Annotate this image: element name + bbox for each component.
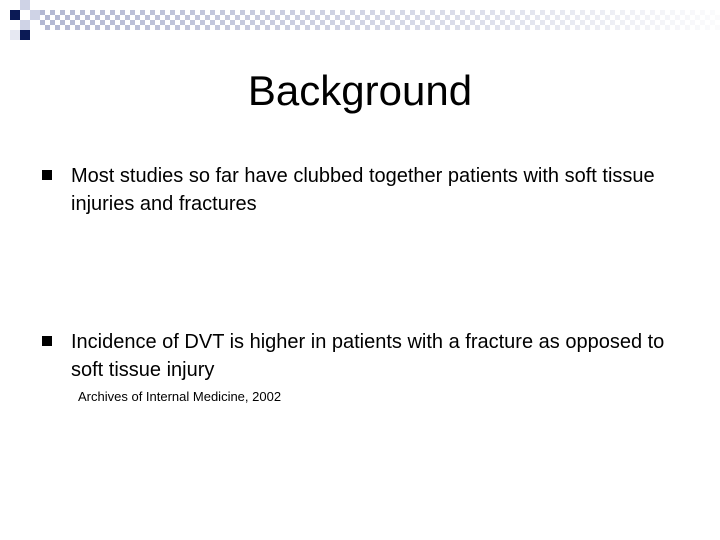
bullet-text-1: Most studies so far have clubbed together patients with soft tissue injuries and fractures bbox=[71, 165, 655, 215]
deco-square-light-2 bbox=[30, 10, 40, 20]
slide-title: Background bbox=[247, 67, 473, 114]
deco-square-light-1 bbox=[20, 0, 30, 10]
citation-text: Archives of Internal Medicine, 2002 bbox=[78, 389, 282, 404]
bullet-text-2: Incidence of DVT is higher in patients with a fracture as opposed to soft tissue injury bbox=[71, 331, 665, 381]
square-bullet-icon bbox=[42, 336, 52, 346]
decorative-header-band bbox=[0, 0, 720, 48]
deco-square-light-4 bbox=[10, 30, 20, 40]
square-bullet-icon bbox=[42, 170, 52, 180]
deco-square-dark-1 bbox=[10, 10, 20, 20]
deco-square-dark-2 bbox=[20, 30, 30, 40]
deco-square-light-3 bbox=[20, 20, 30, 30]
checkered-strip-fade bbox=[40, 10, 720, 30]
